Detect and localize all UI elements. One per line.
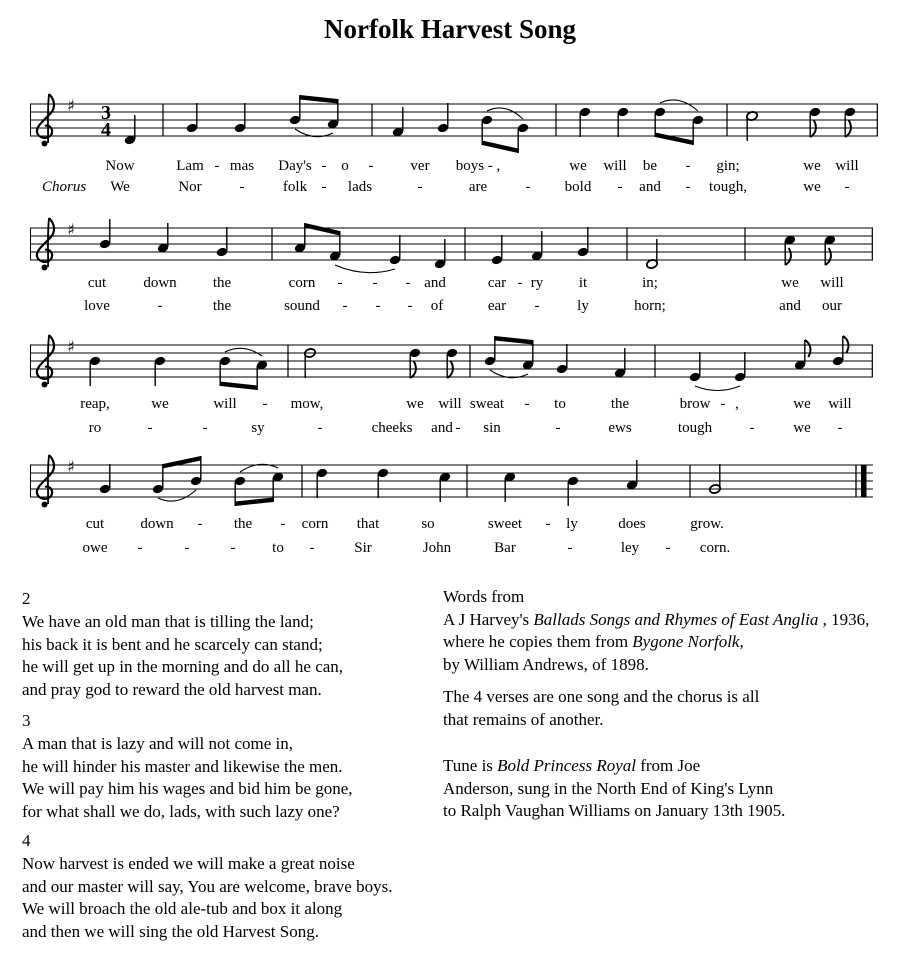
lyric-syllable: - [202,420,208,436]
lyric-syllable: - [417,179,423,195]
lyric-syllable: will [603,158,627,174]
treble-clef-icon [42,502,48,508]
lyric-syllable: - [720,396,726,412]
eighth-flag [785,248,791,265]
lyric-syllable: down [143,275,177,291]
lyric-syllable: car [487,275,507,291]
verse-line: and then we will sing the old Harvest Song. [22,922,319,942]
lyric-syllable: does [618,516,646,532]
lyric-syllable: - [749,420,755,436]
lyric-syllable: to [554,396,566,412]
lyric-syllable: ews [608,420,632,436]
source-note-paragraph [443,686,759,731]
lyric-syllable: tough [677,420,713,436]
verse-line: We will pay him his wages and bid him be gone, [22,779,353,799]
verse-2 [22,588,343,702]
source-note-line [443,686,759,709]
treble-clef-icon [37,94,54,138]
lyric-syllable: we [406,396,424,412]
lyric-syllable: - [157,298,163,314]
lyric-syllable: be [642,158,658,174]
lyric-syllable: ly [566,516,578,532]
lyric-syllable: will [820,275,844,291]
lyric-syllable: - [309,540,315,556]
lyric-syllable: the [233,516,253,532]
lyric-syllable: - [534,298,540,314]
slur [660,100,698,111]
source-note-line [443,709,759,732]
lyric-syllable: - [239,179,245,195]
lyric-syllable: - [685,179,691,195]
lyric-syllable: ear [487,298,507,314]
music-score [0,85,900,577]
lyric-syllable: - [262,396,268,412]
lyric-syllable: we [803,179,821,195]
treble-clef-icon [42,382,48,388]
slur [225,348,262,356]
lyric-syllable: John [422,540,452,556]
lyric-syllable: - [321,158,327,174]
lyric-syllable: - [844,179,850,195]
lyric-syllable: in; [642,275,658,291]
lyric-syllable: are [468,179,488,195]
treble-clef-icon [48,94,49,143]
lyric-syllable: it [578,275,588,291]
lyric-syllable: - [455,420,461,436]
lyric-syllable: - [405,275,411,291]
lyric-syllable: - [375,298,381,314]
italic-title-text: Bold Princess Royal [497,756,636,775]
lyric-syllable: grow. [690,516,724,532]
lyric-syllable: horn; [634,298,666,314]
lyric-syllable: love [84,298,110,314]
lyric-syllable: will [828,396,852,412]
lyric-syllable: our [822,298,842,314]
verse-line: A man that is lazy and will not come in, [22,733,294,753]
note-text: , 1936, [818,609,870,629]
sharp-icon: ♯ [67,457,75,476]
note-text: A J Harvey's [443,609,534,629]
verse-line: We will broach the old ale-tub and box it along [22,899,343,919]
slur [158,490,196,501]
lyric-syllable: we [781,275,799,291]
beam [305,223,340,236]
lyric-syllable: We [110,179,130,195]
page-title: Norfolk Harvest Song [324,14,576,44]
source-note-line [443,755,785,778]
lyric-syllable: bold [564,179,592,195]
lyric-syllable: ver [410,158,430,174]
source-note-line [443,654,869,677]
lyric-syllable: - [230,540,236,556]
lyric-syllable: sin [483,420,501,436]
lyric-syllable: so [421,516,435,532]
verse-line: for what shall we do, lads, with such lazy one? [22,802,340,822]
lyric-syllable: - [184,540,190,556]
lyric-syllable: to [272,540,284,556]
verse-number: 4 [22,831,31,850]
verse-line: We have an old man that is tilling the land; [22,611,314,631]
verse-line: and pray god to reward the old harvest man. [22,680,322,700]
beam [163,456,201,469]
lyric-syllable: corn [301,516,329,532]
note-text: , [739,632,744,651]
lyric-syllable: - [214,158,220,174]
lyric-syllable: - [342,298,348,314]
lyric-syllable: - [567,540,573,556]
lyric-syllable: - [280,516,286,532]
lyric-syllable: we [793,420,811,436]
italic-title-text: Bygone Norfolk [632,632,740,651]
verse-3 [22,710,353,824]
sharp-icon: ♯ [67,96,75,115]
verse-line: he will hinder his master and likewise the men. [22,756,343,776]
lyric-syllable: cheeks [371,420,413,436]
lyric-syllable: will [438,396,462,412]
lyric-syllable: gin; [716,158,740,174]
slur [695,386,740,391]
lyric-syllable: that [356,516,380,532]
lyric-syllable: corn [288,275,316,291]
lyric-syllable: the [212,275,232,291]
lyric-syllable: - [837,420,843,436]
beam [235,498,273,507]
verse-number: 3 [22,711,31,730]
chorus-label: Chorus [42,179,87,195]
lyric-syllable: we [569,158,587,174]
treble-clef-icon [37,455,54,499]
lyric-syllable: - [197,516,203,532]
lyric-syllable: o [341,158,349,174]
treble-clef-icon [48,335,49,384]
verse-line: he will get up in the morning and do all he can, [22,657,344,677]
lyric-syllable: sweet [487,516,523,532]
lyric-syllable: - [317,420,323,436]
time-signature: 3 [101,102,111,124]
source-note-paragraph [443,586,869,676]
lyric-syllable: cut [87,275,107,291]
lyric-syllable: we [793,396,811,412]
lyric-syllable: Day's [278,158,312,174]
lyric-syllable: mas [229,158,255,174]
note-text: The 4 verses are one song and the chorus is all [443,687,760,706]
lyric-syllable: sweat [469,396,505,412]
lyric-syllable: - [524,396,530,412]
note-text: to Ralph Vaughan Williams on January 13th 1905. [443,801,786,820]
lyric-syllable: we [803,158,821,174]
verse-4 [22,830,392,944]
lyric-syllable: and [639,179,661,195]
italic-title-text: Ballads Songs and Rhymes of East Anglia [533,609,819,629]
lyric-syllable: will [213,396,237,412]
beam [220,382,257,391]
beam [655,133,693,146]
lyric-syllable: - [407,298,413,314]
lyric-syllable: - [147,420,153,436]
lyric-syllable: reap, [80,396,110,412]
lyric-syllable: and [424,275,446,291]
beam [482,141,518,154]
lyric-syllable: ro [88,420,102,436]
slur [487,108,523,119]
beam [495,336,533,345]
lyric-syllable: Now [105,158,135,174]
lyric-syllable: boys - , [455,158,501,174]
verse-number: 2 [22,589,31,608]
treble-clef-icon [48,218,49,267]
note-text: from Joe [635,756,701,775]
lyric-syllable: tough, [709,179,747,195]
slur [335,265,395,273]
lyric-syllable: - [321,179,327,195]
final-barline [861,465,867,497]
treble-clef-icon [37,218,54,262]
lyric-syllable: cut [85,516,105,532]
lyric-syllable: will [835,158,859,174]
lyric-syllable: - [555,420,561,436]
note-text: Anderson, sung in the North End of King's Lynn [443,778,774,798]
sharp-icon: ♯ [67,337,75,356]
treble-clef-icon [48,455,49,504]
lyric-syllable: - [617,179,623,195]
note-text: Words from [443,587,525,606]
eighth-flag [825,248,831,265]
lyric-syllable: ly [577,298,589,314]
lyric-syllable: corn. [699,540,731,556]
source-note-line [443,778,785,801]
source-note-line [443,631,869,654]
treble-clef-icon [42,265,48,271]
lyric-syllable: Bar [494,540,516,556]
music-notation [0,85,900,577]
lyric-syllable: lads [347,179,373,195]
verse-line: and our master will say, You are welcome, brave boys. [22,876,393,896]
treble-clef-icon [42,141,48,147]
lyric-syllable: down [140,516,174,532]
lyric-syllable: brow [679,396,711,412]
lyric-syllable: mow, [290,396,324,412]
note-text: that remains of another. [443,709,604,729]
lyric-syllable: Nor [178,179,202,195]
lyric-syllable: - [137,540,143,556]
lyric-syllable: of [430,298,444,314]
source-note-line [443,800,785,823]
note-text: Tune is [443,756,498,775]
verse-line: his back it is bent and he scarcely can stand; [22,634,323,654]
verse-line: Now harvest is ended we will make a great noise [22,853,355,873]
lyric-syllable: we [151,396,169,412]
sharp-icon: ♯ [67,220,75,239]
time-signature: 4 [101,119,111,141]
lyric-syllable: folk [282,179,308,195]
lyric-syllable: - [545,516,551,532]
source-note-line [443,609,869,632]
lyric-syllable: - [665,540,671,556]
lyric-syllable: ley [620,540,640,556]
treble-clef-icon [37,335,54,379]
lyric-syllable: the [610,396,630,412]
lyric-syllable: - [368,158,374,174]
lyric-syllable: Lam [176,158,204,174]
lyric-syllable: , [735,396,739,412]
note-text: by William Andrews, of 1898. [443,654,649,674]
source-note-paragraph [443,755,785,823]
lyric-syllable: ry [530,275,544,291]
lyric-syllable: sy [251,420,265,436]
note-text: where he copies them from [443,632,633,651]
lyric-syllable: owe [82,540,108,556]
lyric-syllable: the [212,298,232,314]
lyric-syllable: sound [284,298,320,314]
lyric-syllable: - [517,275,523,291]
lyric-syllable: and [431,420,453,436]
lyric-syllable: - [337,275,343,291]
lyric-syllable: - [525,179,531,195]
lyric-syllable: - [685,158,691,174]
lyric-syllable: Sir [354,540,372,556]
beam [300,95,338,104]
lyric-syllable: - [372,275,378,291]
source-note-line [443,586,869,609]
lyric-syllable: and [779,298,801,314]
eighth-flag [805,340,811,357]
